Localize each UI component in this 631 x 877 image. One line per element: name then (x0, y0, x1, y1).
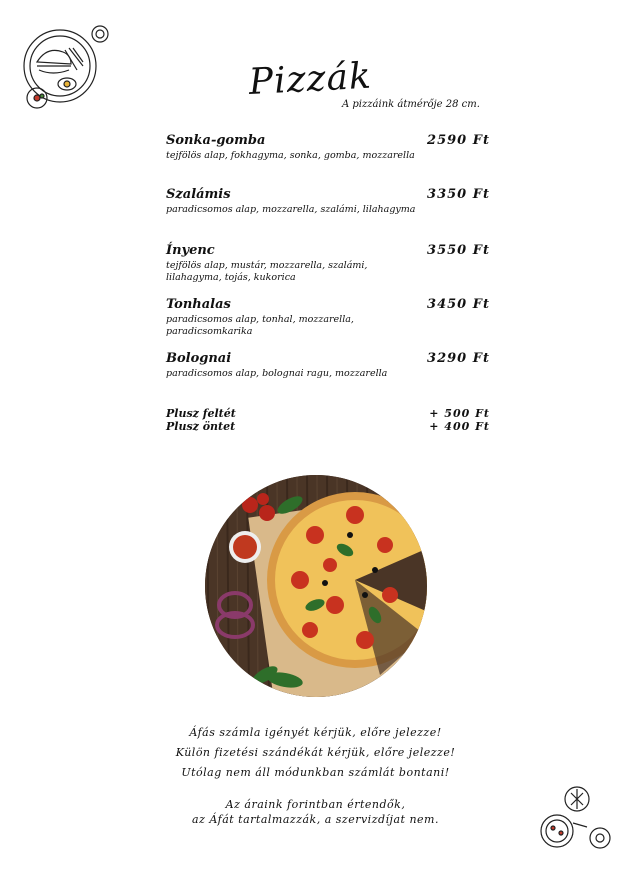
extra-item-name: Plusz öntet (166, 420, 236, 433)
menu-item (166, 297, 496, 338)
menu-item-price: 3290 Ft (427, 351, 490, 366)
menu-item (166, 243, 496, 284)
menu-item-price: 2590 Ft (427, 133, 490, 148)
footer-note: az Áfát tartalmazzák, a szervizdíjat nem. (192, 813, 439, 826)
footer-note: Külön fizetési szándékát kérjük, előre jelezze! (175, 746, 456, 759)
extra-item (166, 420, 496, 433)
menu-item-desc: paradicsomos alap, tonhal, mozzarella, paradicsomkarika (166, 314, 354, 337)
menu-item-desc: paradicsomos alap, mozzarella, szalámi, lilahagyma (166, 204, 416, 215)
page-title: Pizzák (247, 55, 373, 103)
menu-item-name: Szalámis (166, 187, 231, 202)
extra-item-price: + 400 Ft (429, 420, 490, 433)
menu-item-desc: tejfölös alap, mustár, mozzarella, szalámi, lilahagyma, tojás, kukorica (166, 260, 368, 283)
menu-item (166, 133, 496, 162)
menu-item-desc: tejfölös alap, fokhagyma, sonka, gomba, mozzarella (166, 150, 415, 161)
page-subtitle: A pizzáink átmérője 28 cm. (342, 99, 480, 110)
footer-note: Az áraink forintban értendők, (225, 798, 406, 811)
footer-note: Utólag nem áll módunkban számlát bontani! (181, 766, 450, 779)
menu-item-name: Sonka-gomba (166, 133, 266, 148)
footer-note: Áfás számla igényét kérjük, előre jelezze! (189, 726, 442, 739)
plate-burger-icon (15, 18, 115, 113)
menu-item (166, 187, 496, 216)
menu-item-price: 3550 Ft (427, 243, 490, 258)
menu-item (166, 351, 496, 380)
menu-item-price: 3450 Ft (427, 297, 490, 312)
extra-item-price: + 500 Ft (429, 407, 490, 420)
extra-item (166, 407, 496, 420)
menu-item-price: 3350 Ft (427, 187, 490, 202)
menu-item-name: Tonhalas (166, 297, 231, 312)
plate-pizza-icon (535, 783, 615, 858)
menu-item-name: Bolognai (166, 351, 232, 366)
extra-item-name: Plusz feltét (166, 407, 236, 420)
menu-item-name: Ínyenc (166, 243, 215, 258)
pizza-photo (205, 475, 427, 697)
menu-item-desc: paradicsomos alap, bolognai ragu, mozzarella (166, 368, 388, 379)
